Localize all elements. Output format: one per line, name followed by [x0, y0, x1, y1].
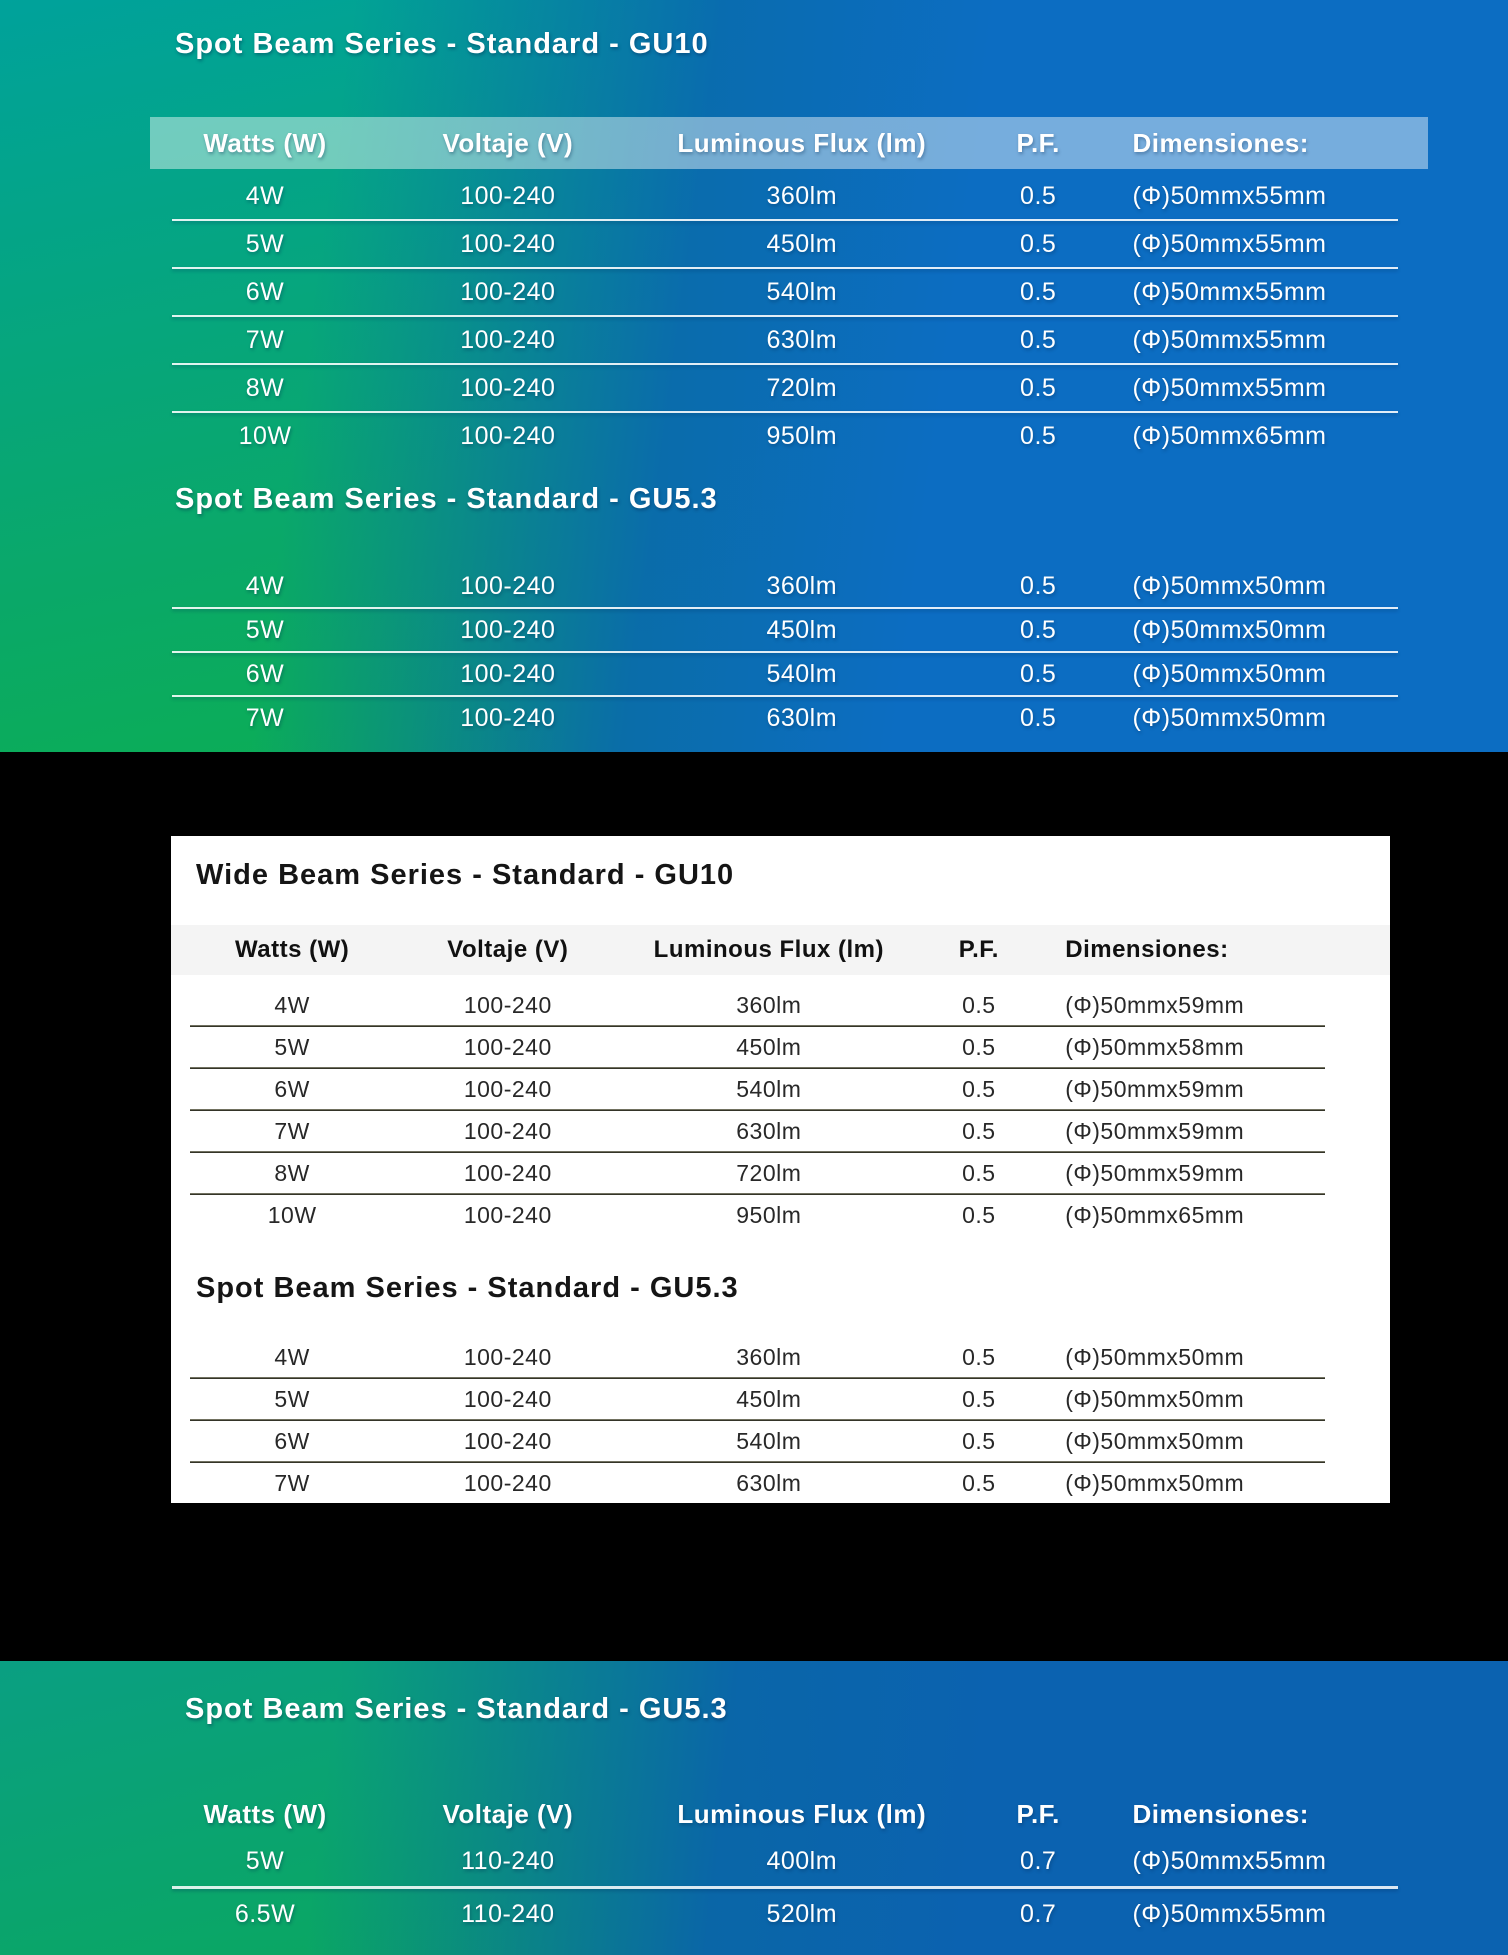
cell-voltage: 100-240: [463, 1117, 552, 1144]
cell-pf: 0.5: [962, 1075, 996, 1102]
cell-voltage: 100-240: [463, 1075, 552, 1102]
cell-flux: 360lm: [766, 571, 838, 600]
cell-flux: 630lm: [736, 1469, 802, 1496]
cell-voltage: 100-240: [463, 991, 552, 1018]
cell-flux: 950lm: [736, 1201, 802, 1228]
cell-dimensions: (Φ)50mmx50mm: [1132, 571, 1327, 600]
table-title: Spot Beam Series - Standard - GU5.3: [185, 1693, 728, 1725]
cell-voltage: 100-240: [460, 229, 556, 258]
cell-dimensions: (Φ)50mmx55mm: [1132, 229, 1327, 258]
cell-pf: 0.5: [962, 1469, 996, 1496]
cell-watts: 8W: [245, 373, 285, 402]
spec-row: [150, 653, 1428, 695]
spec-row: [150, 413, 1428, 459]
cell-watts: 7W: [274, 1117, 310, 1144]
table-rows: [190, 985, 1325, 1235]
spec-row: [190, 1337, 1325, 1377]
cell-watts: 5W: [245, 615, 285, 644]
cell-pf: 0.7: [1020, 1846, 1057, 1875]
cell-voltage: 100-240: [460, 659, 556, 688]
cell-dimensions: (Φ)50mmx65mm: [1132, 421, 1327, 450]
cell-flux: 540lm: [766, 659, 838, 688]
cell-flux: 450lm: [736, 1033, 802, 1060]
header-cell-pf: P.F.: [1016, 127, 1060, 158]
cell-watts: 7W: [274, 1469, 310, 1496]
cell-pf: 0.5: [1020, 325, 1057, 354]
spec-row: [190, 1379, 1325, 1419]
cell-watts: 5W: [274, 1033, 310, 1060]
cell-flux: 630lm: [766, 703, 838, 732]
cell-pf: 0.5: [1020, 181, 1057, 210]
cell-pf: 0.5: [962, 1201, 996, 1228]
cell-voltage: 110-240: [461, 1846, 555, 1875]
cell-dimensions: (Φ)50mmx50mm: [1132, 703, 1327, 732]
spec-row: [190, 985, 1325, 1025]
cell-dimensions: (Φ)50mmx55mm: [1132, 1899, 1327, 1928]
cell-pf: 0.7: [1020, 1899, 1057, 1928]
cell-voltage: 110-240: [461, 1899, 555, 1928]
bottom-content-area: [150, 1691, 1428, 1939]
cell-dimensions: (Φ)50mmx55mm: [1132, 181, 1327, 210]
cell-watts: 4W: [245, 571, 285, 600]
cell-flux: 360lm: [736, 991, 802, 1018]
table-spot-beam-gu53-card: [171, 1271, 1390, 1503]
table-title: Wide Beam Series - Standard - GU10: [196, 859, 735, 891]
table-spot-beam-gu10: [150, 26, 1428, 459]
header-cell-voltage: Voltaje (V): [442, 1799, 574, 1829]
cell-flux: 360lm: [766, 181, 838, 210]
header-cell-voltage: Voltaje (V): [442, 127, 574, 158]
cell-dimensions: (Φ)50mmx55mm: [1132, 277, 1327, 306]
cell-voltage: 100-240: [460, 373, 556, 402]
cell-voltage: 100-240: [460, 421, 556, 450]
cell-dimensions: (Φ)50mmx55mm: [1132, 325, 1327, 354]
table-rows: [150, 1836, 1428, 1939]
cell-watts: 6W: [245, 277, 285, 306]
cell-voltage: 100-240: [463, 1033, 552, 1060]
cell-voltage: 100-240: [460, 181, 556, 210]
spec-row: [190, 1069, 1325, 1109]
table-header-row: [171, 925, 1390, 975]
spec-row: [190, 1195, 1325, 1235]
cell-pf: 0.5: [1020, 615, 1057, 644]
cell-flux: 720lm: [736, 1159, 802, 1186]
header-cell-dimensions: Dimensiones:: [1065, 936, 1229, 963]
cell-pf: 0.5: [962, 1427, 996, 1454]
cell-flux: 450lm: [736, 1385, 802, 1412]
cell-dimensions: (Φ)50mmx59mm: [1065, 1159, 1245, 1186]
table-spot-beam-gu53-bottom: [150, 1691, 1428, 1939]
cell-flux: 630lm: [766, 325, 838, 354]
cell-pf: 0.5: [1020, 659, 1057, 688]
header-cell-dimensions: Dimensiones:: [1132, 1799, 1309, 1829]
table-wide-beam-gu10: [171, 858, 1390, 1235]
cell-voltage: 100-240: [463, 1385, 552, 1412]
cell-voltage: 100-240: [463, 1469, 552, 1496]
cell-watts: 6.5W: [234, 1899, 296, 1928]
section-bottom-gradient: [0, 1661, 1508, 1955]
header-cell-dimensions: Dimensiones:: [1132, 127, 1309, 158]
cell-watts: 7W: [245, 703, 285, 732]
header-cell-flux: Luminous Flux (lm): [653, 936, 884, 963]
cell-voltage: 100-240: [460, 571, 556, 600]
cell-dimensions: (Φ)50mmx50mm: [1065, 1427, 1245, 1454]
spec-row: [150, 1889, 1428, 1939]
cell-watts: 4W: [274, 1343, 310, 1370]
cell-watts: 4W: [245, 181, 285, 210]
spec-row: [190, 1463, 1325, 1503]
spec-row: [190, 1111, 1325, 1151]
cell-flux: 540lm: [736, 1427, 802, 1454]
header-cell-watts: Watts (W): [203, 1799, 327, 1829]
cell-dimensions: (Φ)50mmx59mm: [1065, 1117, 1245, 1144]
cell-pf: 0.5: [1020, 229, 1057, 258]
spec-row: [150, 697, 1428, 739]
cell-pf: 0.5: [962, 1033, 996, 1060]
spec-row: [150, 609, 1428, 651]
cell-watts: 5W: [245, 229, 285, 258]
cell-watts: 10W: [238, 421, 292, 450]
cell-dimensions: (Φ)50mmx50mm: [1065, 1343, 1245, 1370]
spec-row: [150, 269, 1428, 315]
cell-watts: 6W: [274, 1075, 310, 1102]
cell-pf: 0.5: [1020, 277, 1057, 306]
cell-watts: 7W: [245, 325, 285, 354]
cell-voltage: 100-240: [463, 1201, 552, 1228]
spec-row: [190, 1421, 1325, 1461]
table-header-row: [150, 1799, 1428, 1829]
spec-row: [150, 317, 1428, 363]
cell-pf: 0.5: [962, 991, 996, 1018]
cell-dimensions: (Φ)50mmx50mm: [1132, 615, 1327, 644]
cell-voltage: 100-240: [460, 325, 556, 354]
spec-row: [150, 565, 1428, 607]
cell-flux: 630lm: [736, 1117, 802, 1144]
cell-voltage: 100-240: [463, 1427, 552, 1454]
header-cell-flux: Luminous Flux (lm): [677, 127, 927, 158]
cell-flux: 540lm: [766, 277, 838, 306]
cell-watts: 4W: [274, 991, 310, 1018]
cell-watts: 6W: [245, 659, 285, 688]
cell-watts: 5W: [274, 1385, 310, 1412]
cell-pf: 0.5: [1020, 421, 1057, 450]
cell-pf: 0.5: [962, 1385, 996, 1412]
cell-flux: 360lm: [736, 1343, 802, 1370]
spec-row: [150, 173, 1428, 219]
cell-flux: 400lm: [766, 1846, 838, 1875]
cell-dimensions: (Φ)50mmx55mm: [1132, 1846, 1327, 1875]
table-spot-beam-gu53: [150, 481, 1428, 739]
spec-row: [150, 365, 1428, 411]
cell-voltage: 100-240: [463, 1159, 552, 1186]
cell-pf: 0.5: [1020, 571, 1057, 600]
table-rows: [150, 565, 1428, 739]
cell-pf: 0.5: [962, 1343, 996, 1370]
header-cell-flux: Luminous Flux (lm): [677, 1799, 927, 1829]
top-content-area: [150, 26, 1428, 739]
cell-flux: 520lm: [766, 1899, 838, 1928]
table-header-row: [150, 117, 1428, 169]
header-cell-pf: P.F.: [1016, 1799, 1060, 1829]
cell-dimensions: (Φ)50mmx55mm: [1132, 373, 1327, 402]
cell-dimensions: (Φ)50mmx50mm: [1065, 1385, 1245, 1412]
cell-watts: 10W: [267, 1201, 317, 1228]
header-cell-watts: Watts (W): [203, 127, 327, 158]
table-title: Spot Beam Series - Standard - GU5.3: [175, 483, 718, 515]
cell-flux: 720lm: [766, 373, 838, 402]
cell-pf: 0.5: [962, 1159, 996, 1186]
table-title: Spot Beam Series - Standard - GU10: [175, 28, 709, 60]
cell-flux: 540lm: [736, 1075, 802, 1102]
cell-dimensions: (Φ)50mmx59mm: [1065, 1075, 1245, 1102]
cell-dimensions: (Φ)50mmx50mm: [1065, 1469, 1245, 1496]
cell-flux: 950lm: [766, 421, 838, 450]
cell-watts: 5W: [245, 1846, 285, 1875]
cell-pf: 0.5: [962, 1117, 996, 1144]
white-card: [171, 836, 1390, 1503]
section-black-band: [0, 752, 1508, 1661]
header-cell-voltage: Voltaje (V): [447, 936, 569, 963]
cell-dimensions: (Φ)50mmx50mm: [1132, 659, 1327, 688]
cell-watts: 8W: [274, 1159, 310, 1186]
table-title: Spot Beam Series - Standard - GU5.3: [196, 1272, 739, 1304]
cell-dimensions: (Φ)50mmx58mm: [1065, 1033, 1245, 1060]
section-top-gradient: [0, 0, 1508, 752]
table-rows: [190, 1337, 1325, 1503]
spec-row: [190, 1027, 1325, 1067]
header-cell-pf: P.F.: [958, 936, 999, 963]
cell-flux: 450lm: [766, 615, 838, 644]
cell-flux: 450lm: [766, 229, 838, 258]
cell-voltage: 100-240: [460, 615, 556, 644]
cell-pf: 0.5: [1020, 373, 1057, 402]
table-rows: [150, 173, 1428, 459]
cell-voltage: 100-240: [460, 703, 556, 732]
spec-row: [150, 221, 1428, 267]
cell-voltage: 100-240: [460, 277, 556, 306]
cell-pf: 0.5: [1020, 703, 1057, 732]
cell-watts: 6W: [274, 1427, 310, 1454]
cell-dimensions: (Φ)50mmx59mm: [1065, 991, 1245, 1018]
cell-voltage: 100-240: [463, 1343, 552, 1370]
spec-row: [150, 1836, 1428, 1886]
spec-row: [190, 1153, 1325, 1193]
header-cell-watts: Watts (W): [235, 936, 350, 963]
cell-dimensions: (Φ)50mmx65mm: [1065, 1201, 1245, 1228]
